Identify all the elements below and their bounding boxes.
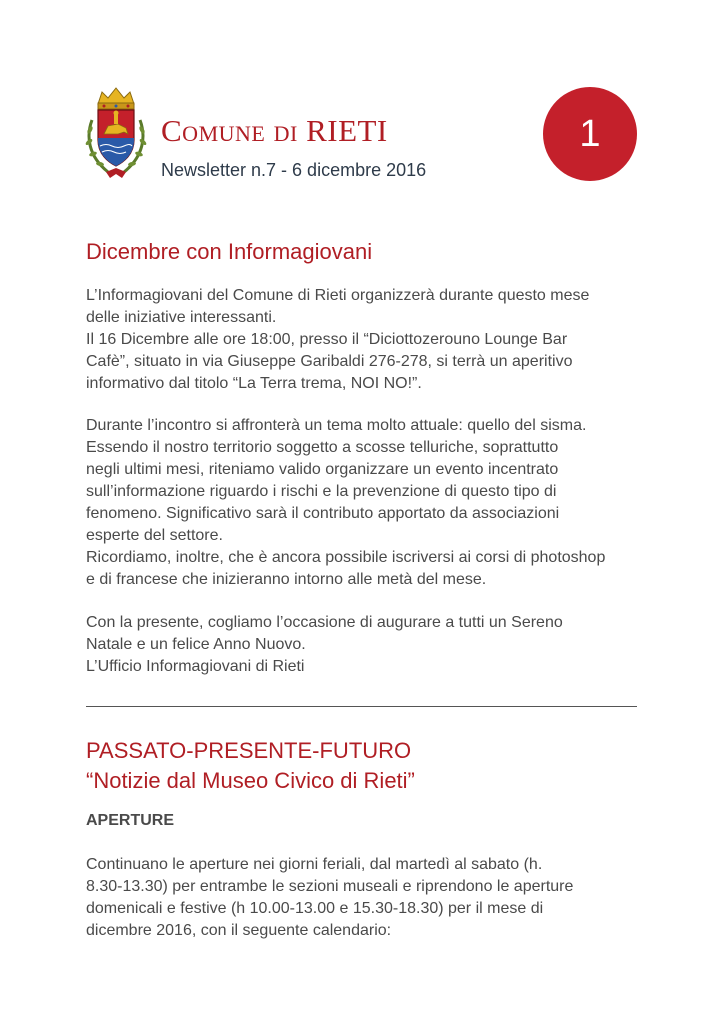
paragraph-event-topic: Durante l’incontro si affronterà un tema molto attuale: quello del sisma. Essendo il nostro territorio soggetto a scosse telluriche, soprattutto negli ultimi mesi, riteniamo valido organizzare un evento incentrato sull’informazione riguardo i rischi e la prevenzione di questo tipo di fenomeno. Significativo sarà il contributo apportato da associazioni esperte del settore. Ricordiamo, inoltre, che è ancora possibile iscriversi ai corsi di photoshop e di francese che inizieranno intorno alle metà del mese. [86,417,606,588]
section-title-museum: PASSATO-PRESENTE-FUTURO [86,738,412,763]
section-title-informagiovani: Dicembre con Informagiovani [86,239,373,264]
city-coat-of-arms-icon [84,86,148,182]
paragraph-greetings: Con la presente, cogliamo l’occasione di augurare a tutti un Sereno Natale e un felice Anno Nuovo. L’Ufficio Informagiovani di Rieti [86,614,563,675]
paragraph-event-intro: L’Informagiovani del Comune di Rieti organizzerà durante questo mese delle iniziative interessanti. Il 16 Dicembre alle ore 18:00, presso il “Diciottozerouno Lounge Bar Cafè”, situato in via Giuseppe Garibaldi 276-278, si terrà un aperitivo informativo dal titolo “La Terra trema, NOI NO!”. [86,287,590,392]
newsletter-issue: Newsletter n.7 - 6 dicembre 2016 [161,160,427,180]
paragraph-openings: Continuano le aperture nei giorni feriali, dal martedì al sabato (h. 8.30-13.30) per entrambe le sezioni museali e riprendono le aperture domenicali e festive (h 10.00-13.00 e 15.30-18.30) per il mese di dicembre 2016, con il seguente calendario: [86,856,574,939]
subheading-openings: APERTURE [86,812,175,829]
organization-prefix: Comune di [161,113,298,148]
section-divider [86,706,637,707]
page-number-badge: 1 [543,87,637,181]
section-subtitle-museum: “Notizie dal Museo Civico di Rieti” [86,768,415,793]
organization-name [161,114,388,148]
organization-city: RIETI [306,113,388,148]
